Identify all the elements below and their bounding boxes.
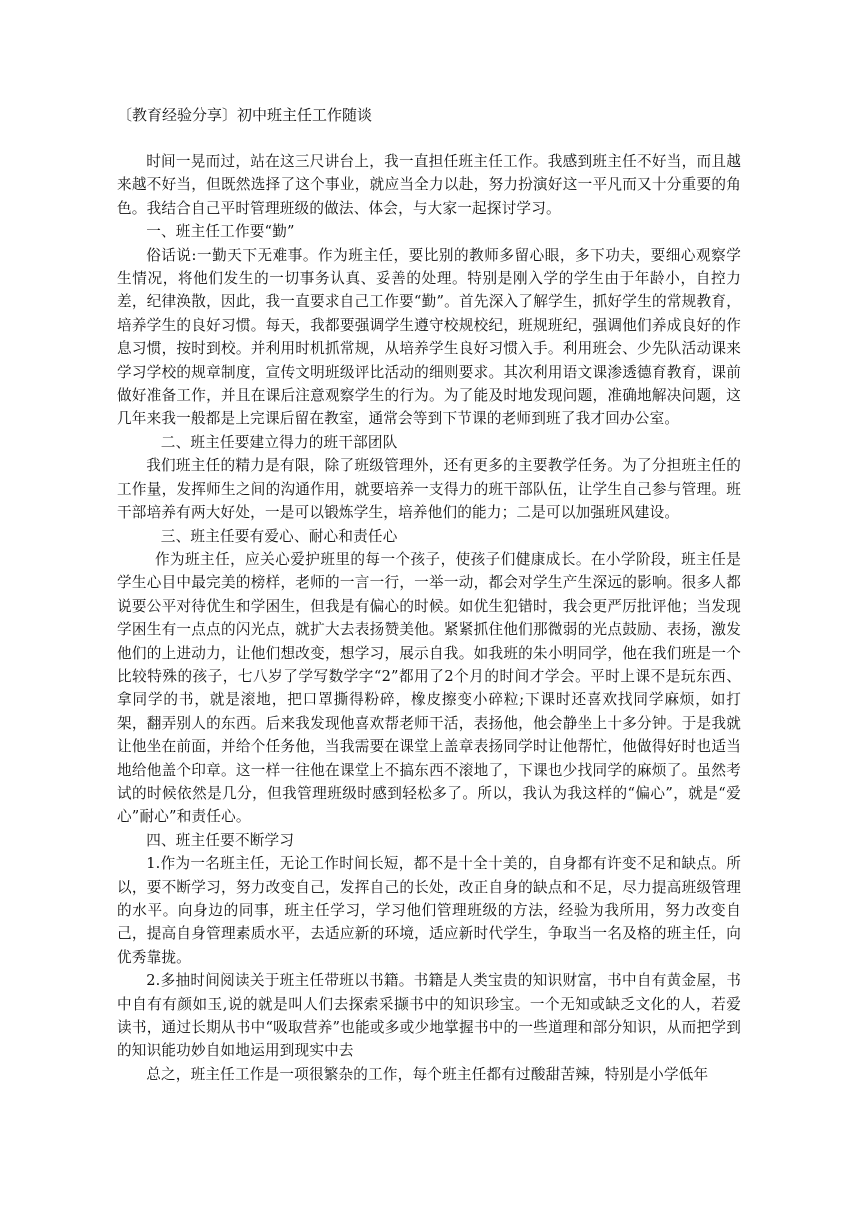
conclusion-paragraph: 总之，班主任工作是一项很繁杂的工作，每个班主任都有过酸甜苦辣，特别是小学低年 <box>146 1065 709 1083</box>
section-1-paragraph: 俗话说:一勤天下无难事。作为班主任，要比别的教师多留心眼，多下功夫，要细心观察学生情况，将他们发生的一切事务认真、妥善的处理。特别是刚入学的学生由于年龄小，自控力差，纪律涣散，因此，我一直要求自己工作要“勤”。首先深入了解学生，抓好学生的常规教育，培养学生的良好习惯。每天，我都要强调学生遵守校规校纪，班规班纪，强调他们养成良好的作息习惯，按时到校。并利用时机抓常规，从培养学生良好习惯入手。利用班会、少先队活动课来学习学校的规章制度，宣传文明班级评比活动的细则要求。其次利用语文课渗透德育教育，课前做好准备工作，并且在课后注意观察学生的行为。为了能及时地发现问题，准确地解决问题，这几年来我一般都是上完课后留在教室，通常会等到下节课的老师到班了我才回办公室。 <box>117 246 741 428</box>
section-2-paragraph: 我们班主任的精力是有限，除了班级管理外，还有更多的主要教学任务。为了分担班主任的工作量，发挥师生之间的沟通作用，就要培养一支得力的班干部队伍，让学生自己参与管理。班干部培养有两大好处，一是可以锻炼学生，培养他们的能力；二是可以加强班风建设。 <box>117 457 741 522</box>
intro-paragraph: 时间一晃而过，站在这三尺讲台上，我一直担任班主任工作。我感到班主任不好当，而且越来越不好当，但既然选择了这个事业，就应当全力以赴，努力扮演好这一平凡而又十分重要的角色。我结合自己平时管理班级的做法、体会，与大家一起探讨学习。 <box>117 153 741 217</box>
section-3-heading: 三、班主任要有爱心、耐心和责任心 <box>160 527 398 545</box>
document-body <box>117 150 741 1086</box>
document-title: 〔教育经验分享〕初中班主任工作随谈 <box>117 106 373 124</box>
section-4-item-1: 1.作为一名班主任，无论工作时间长短，都不是十全十美的，自身都有许变不足和缺点。所以，要不断学习，努力改变自己，发挥自己的长处，改正自身的缺点和不足，尽力提高班级管理的水平。向身边的同事，班主任学习，学习他们管理班级的方法，经验为我所用，努力改变自己，提高自身管理素质水平，去适应新的环境，适应新时代学生，争取当一名及格的班主任，向优秀靠拢。 <box>117 855 741 966</box>
section-3-paragraph: 作为班主任，应关心爱护班里的每一个孩子，使孩子们健康成长。在小学阶段，班主任是学生心目中最完美的榜样，老师的一言一行，一举一动，都会对学生产生深远的影响。很多人都说要公平对待优生和学困生，但我是有偏心的时候。如优生犯错时，我会更严厉批评他；当发现学困生有一点点的闪光点，就扩大去表扬赞美他。紧紧抓住他们那微弱的光点鼓励、表扬，激发他们的上进动力，让他们想改变，想学习，展示自我。如我班的朱小明同学，他在我们班是一个比较特殊的孩子，七八岁了学写数学字“2”都用了2个月的时间才学会。平时上课不是玩东西、拿同学的书，就是滚地，把口罩撕得粉碎，橡皮擦变小碎粒;下课时还喜欢找同学麻烦，如打架，翻弄别人的东西。后来我发现他喜欢帮老师干活，表扬他，他会静坐上十多分钟。于是我就让他坐在前面，并给个任务他，当我需要在课堂上盖章表扬同学时让他帮忙，他做得好时也适当地给他盖个印章。这一样一往他在课堂上不搞东西不滚地了，下课也少找同学的麻烦了。虽然考试的时候依然是几分，但我管理班级时感到轻松多了。所以，我认为我这样的“偏心”，就是“爱心”耐心”和责任心。 <box>117 550 741 826</box>
section-4-item-2: 2.多抽时间阅读关于班主任带班以书籍。书籍是人类宝贵的知识财富，书中自有黄金屋，书中自有有颜如玉,说的就是叫人们去探索采撷书中的知识珍宝。一个无知或缺乏文化的人，若爱读书，通过长期从书中“吸取营养”也能或多或少地掌握书中的一些道理和部分知识，从而把学到的知识能功妙自如地运用到现实中去 <box>117 972 741 1060</box>
section-2-heading: 二、班主任要建立得力的班干部团队 <box>160 433 398 451</box>
section-4-heading: 四、班主任要不断学习 <box>146 831 295 849</box>
section-1-heading: 一、班主任工作要“勤” <box>146 223 295 241</box>
